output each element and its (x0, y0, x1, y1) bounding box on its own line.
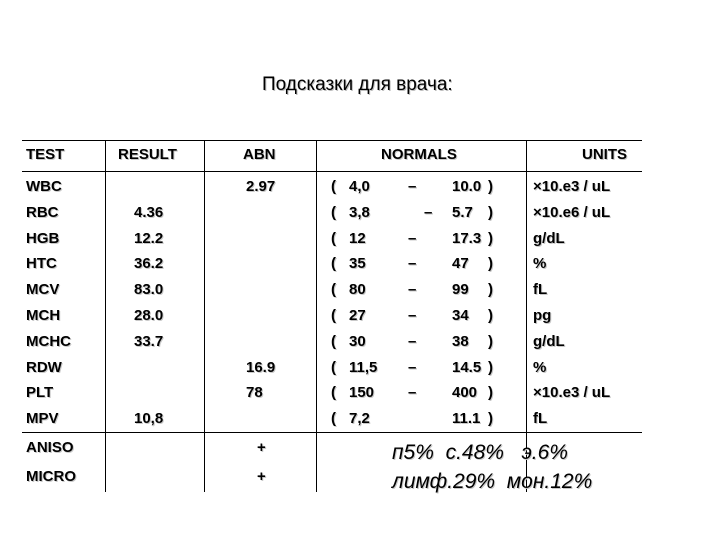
header-result: RESULT (118, 146, 177, 163)
range-high: 400 (452, 384, 478, 401)
abnormal-flag: + (257, 439, 266, 456)
range-close-paren: ) (488, 230, 493, 247)
range-high: 17.3 (452, 230, 482, 247)
range-dash: – (408, 281, 417, 298)
result-value: 12.2 (134, 230, 164, 247)
unit: pg (533, 307, 552, 324)
page-title: Подсказки для врача: (262, 74, 453, 95)
range-dash: – (408, 230, 417, 247)
abnormal-flag: + (257, 468, 266, 485)
range-low: 35 (349, 255, 366, 272)
test-name: MCV (26, 281, 60, 298)
header-units: UNITS (582, 146, 627, 163)
range-close-paren: ) (488, 410, 493, 427)
unit: g/dL (533, 230, 565, 247)
range-close-paren: ) (488, 384, 493, 401)
result-value: 83.0 (134, 281, 164, 298)
range-dash: – (408, 359, 417, 376)
range-low: 12 (349, 230, 366, 247)
unit: ×10.e3 / uL (533, 178, 611, 195)
abnormal-value: 78 (246, 384, 263, 401)
column-divider-2 (204, 140, 205, 492)
test-name: MCH (26, 307, 61, 324)
range-close-paren: ) (488, 281, 493, 298)
range-high: 47 (452, 255, 469, 272)
range-open-paren: ( (331, 255, 336, 272)
unit: % (533, 255, 547, 272)
range-low: 3,8 (349, 204, 370, 221)
range-high: 99 (452, 281, 469, 298)
range-high: 10.0 (452, 178, 482, 195)
range-open-paren: ( (331, 178, 336, 195)
range-dash: – (408, 255, 417, 272)
range-close-paren: ) (488, 204, 493, 221)
range-open-paren: ( (331, 359, 336, 376)
result-value: 4.36 (134, 204, 164, 221)
test-name: ANISO (26, 439, 74, 456)
range-dash: – (408, 333, 417, 350)
unit: fL (533, 281, 548, 298)
abnormal-value: 16.9 (246, 359, 276, 376)
range-high: 14.5 (452, 359, 482, 376)
header-test: TEST (26, 146, 65, 163)
range-low: 7,2 (349, 410, 370, 427)
differential-note-line1: п5% с.48% э.6% (392, 441, 568, 464)
range-low: 4,0 (349, 178, 370, 195)
range-open-paren: ( (331, 307, 336, 324)
range-open-paren: ( (331, 204, 336, 221)
range-low: 11,5 (349, 359, 378, 376)
header-normals: NORMALS (381, 146, 457, 163)
range-close-paren: ) (488, 307, 493, 324)
differential-note-line2: лимф.29% мон.12% (392, 470, 593, 493)
range-low: 30 (349, 333, 366, 350)
range-low: 150 (349, 384, 375, 401)
test-name: MICRO (26, 468, 76, 485)
range-dash: – (424, 204, 433, 221)
test-name: HGB (26, 230, 60, 247)
test-name: MCHC (26, 333, 71, 350)
test-name: PLT (26, 384, 54, 401)
result-value: 33.7 (134, 333, 164, 350)
column-divider-3 (316, 140, 317, 492)
range-close-paren: ) (488, 178, 493, 195)
result-value: 10,8 (134, 410, 164, 427)
range-low: 80 (349, 281, 366, 298)
extra-rows-rule (22, 432, 642, 433)
range-high: 34 (452, 307, 469, 324)
range-dash: – (408, 384, 417, 401)
range-open-paren: ( (331, 384, 336, 401)
header-bottom-rule (22, 171, 642, 172)
range-open-paren: ( (331, 410, 336, 427)
range-open-paren: ( (331, 281, 336, 298)
header-abn: ABN (243, 146, 276, 163)
range-close-paren: ) (488, 255, 493, 272)
range-close-paren: ) (488, 333, 493, 350)
range-high: 11.1 (452, 410, 481, 427)
column-divider-4 (526, 140, 527, 492)
range-high: 38 (452, 333, 469, 350)
test-name: RDW (26, 359, 62, 376)
range-close-paren: ) (488, 359, 493, 376)
result-value: 28.0 (134, 307, 164, 324)
unit: fL (533, 410, 548, 427)
test-name: WBC (26, 178, 62, 195)
range-low: 27 (349, 307, 366, 324)
unit: ×10.e3 / uL (533, 384, 611, 401)
abnormal-value: 2.97 (246, 178, 276, 195)
range-open-paren: ( (331, 333, 336, 350)
unit: ×10.e6 / uL (533, 204, 611, 221)
test-name: HTC (26, 255, 57, 272)
unit: g/dL (533, 333, 565, 350)
result-value: 36.2 (134, 255, 164, 272)
range-open-paren: ( (331, 230, 336, 247)
test-name: RBC (26, 204, 59, 221)
header-top-rule (22, 140, 642, 141)
range-dash: – (408, 178, 417, 195)
unit: % (533, 359, 547, 376)
range-high: 5.7 (452, 204, 473, 221)
test-name: MPV (26, 410, 59, 427)
range-dash: – (408, 307, 417, 324)
column-divider-1 (105, 140, 106, 492)
